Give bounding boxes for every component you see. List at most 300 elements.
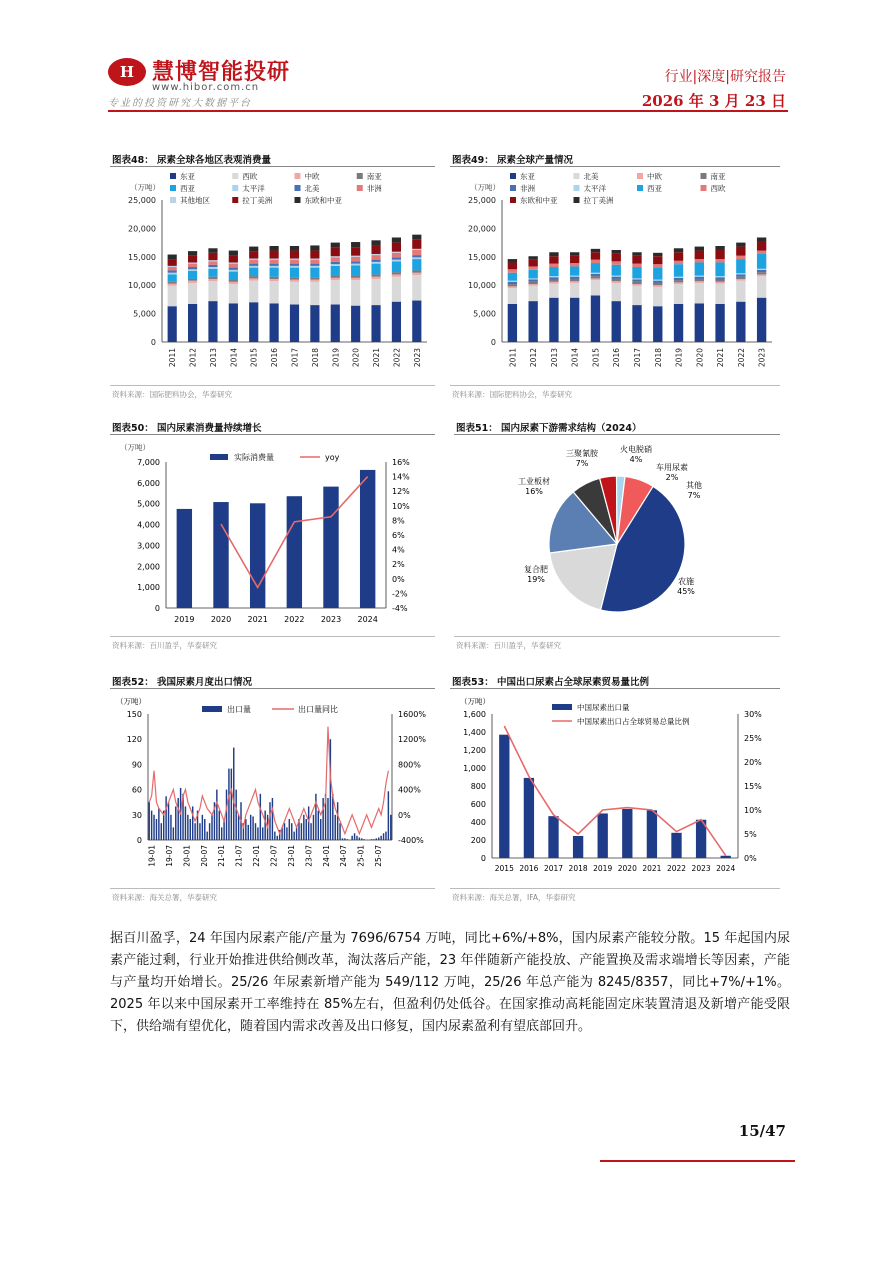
bar-segment [310,280,319,282]
y-tick-label: 6,000 [137,478,160,488]
legend-label: 实际消费量 [234,453,274,462]
bar-segment [528,301,537,342]
bar-segment [508,286,517,288]
bar-segment [270,264,279,266]
bar [153,815,154,840]
legend-label: yoy [325,453,340,462]
bar [175,806,176,840]
bar [156,819,157,840]
figure-52-source: 资料来源：海关总署，华泰研究 [112,893,217,902]
y2-tick-label: 10% [744,806,762,815]
bar-segment [695,303,704,342]
bar-segment [310,266,319,268]
legend-label: 西亚 [180,184,195,193]
bar-segment [168,266,177,267]
bar-segment [290,246,299,251]
bar [308,806,309,840]
bar-segment [736,302,745,342]
bar-segment [229,255,238,262]
figure-50-source: 资料来源：百川盈孚，华泰研究 [112,641,217,650]
y-tick-label: 1,200 [463,746,486,755]
bar [360,470,375,608]
bar-segment [736,273,745,274]
bar-segment [612,301,621,342]
x-tick-label: 2014 [570,348,580,368]
bar-segment [736,274,745,276]
bar-segment [392,253,401,258]
bar [378,837,379,840]
bar [671,833,681,858]
x-tick-label: 21-01 [217,845,227,867]
x-tick-label: 21-07 [234,845,244,867]
bar-segment [674,280,683,282]
bar [187,815,188,840]
bar-segment [549,280,558,282]
y-tick-label: 0 [480,854,486,863]
bar [354,833,355,840]
bar-segment [632,305,641,342]
bar-segment [208,265,217,267]
brand-url[interactable]: www.hibor.com.cn [152,82,260,93]
bar-segment [392,277,401,302]
bar-segment [528,278,537,279]
brand-name: 慧博智能投研 [152,60,291,85]
bar [284,823,285,840]
bar-segment [715,276,724,277]
bar-segment [591,273,600,274]
bar-segment [331,256,340,257]
bar [313,815,314,840]
bar-segment [249,259,258,260]
bar-segment [528,266,537,269]
bar-segment [331,280,340,304]
y-tick-label: 600 [470,800,486,809]
bar-segment [612,250,621,253]
bar [192,806,193,840]
bar-segment [249,302,258,342]
bar-segment [715,304,724,342]
bar-segment [208,277,217,279]
page-number: 15/47 [738,1122,786,1140]
legend-swatch [701,185,707,191]
x-tick-label: 2016 [612,348,622,368]
bar-segment [736,279,745,281]
bar-segment [549,276,558,277]
bar-segment [612,281,621,283]
bar-segment [371,277,380,279]
y2-tick-label: 0% [392,574,405,584]
x-tick-label: 2015 [494,864,514,873]
y-tick-label: 400 [470,818,486,827]
y2-tick-label: 14% [392,472,410,482]
bar-segment [612,279,621,281]
x-tick-label: 2021 [716,348,726,368]
bar [361,838,362,840]
pie-label: 农施 [678,577,694,586]
legend-swatch [295,173,301,179]
y-tick-label: 800 [470,782,486,791]
y2-tick-label: 400% [398,785,421,795]
report-type: 行业|深度|研究报告 [664,69,786,85]
bar-segment [412,249,421,250]
figure-49-rule [450,166,780,167]
bar-segment [290,259,299,260]
legend-label: 西欧 [710,184,726,193]
y2-tick-label: 6% [392,531,405,540]
bar-segment [715,277,724,279]
bar [622,809,632,858]
bar [228,769,229,840]
bar-segment [591,295,600,342]
bar-segment [570,276,579,277]
y-tick-label: 15,000 [128,252,156,262]
bar-segment [549,264,558,267]
bar-segment [612,253,621,261]
legend-label: 出口量 [227,705,251,714]
bar-segment [290,251,299,259]
bar-segment [270,251,279,259]
body-paragraph: 据百川盈孚，24 年国内尿素产能/产量为 7696/6754 万吨，同比+6%/+8%，国内尿素产能较分散。15 年起国内尿素产能过剩，行业开始推进供给侧改革，淘汰落后产能，23 年伴随新产能投放、产能置换及需求端增长等因素，产能与产量均开始增长。25/26 年尿素新增产能为 549/112 万吨，25/26 年总产能为 8245/8357，同比+7%/+1%。2025 年以来中国尿素开工率维持在 85%左右，但盈利仍处低谷。在国家推动高耗能固定床装置清退及新增产能受限下，供给端有望优化，随着国内需求改善及出口修复，国内尿素盈利有望底部回升。 [110,931,790,1034]
pie-value: 19% [527,575,545,584]
x-tick-label: 22-07 [269,845,279,867]
bar [344,838,345,840]
legend-swatch [510,185,516,191]
figure-51-rule [454,434,780,435]
y-tick-label: 10,000 [468,281,496,291]
bar-segment [612,276,621,277]
bar [371,839,372,840]
bar [303,815,304,840]
x-tick-label: 2018 [310,348,320,368]
bar-segment [612,265,621,276]
bar-segment [612,283,621,301]
bar-segment [351,280,360,306]
pie-value: 7% [575,459,589,468]
bar-segment [290,268,299,278]
bar [310,823,311,840]
share-line [504,726,725,856]
bar-segment [715,283,724,303]
bar-segment [674,278,683,280]
bar-segment [392,243,401,252]
bar-segment [591,263,600,273]
bar [277,836,278,840]
bar-segment [674,284,683,304]
legend-swatch [357,173,363,179]
bar-segment [570,283,579,298]
bar-segment [290,264,299,266]
bar-segment [351,276,360,278]
bar-segment [188,256,197,263]
figure-49-title: 图表49： 尿素全球产量情况 [452,155,574,166]
x-tick-label: 25-07 [374,845,384,867]
bar [250,503,265,608]
bar [359,837,360,840]
bar [206,832,207,840]
bar-segment [371,264,380,275]
bar-segment [351,264,360,266]
bar-segment [549,282,558,284]
bar-segment [371,262,380,264]
bar-segment [508,273,517,281]
bar-segment [570,263,579,266]
legend-swatch [574,173,580,179]
bar-segment [757,272,766,274]
bar-segment [249,247,258,252]
x-tick-label: 2011 [508,348,518,368]
bar-segment [392,257,401,259]
pie-label: 其他 [686,481,702,490]
figure-53-title: 图表53： 中国出口尿素占全球尿素贸易量比例 [452,677,650,688]
bar-segment [757,254,766,269]
bar-segment [412,301,421,342]
bar [235,790,236,840]
y2-tick-label: 800% [398,760,421,770]
bar-segment [310,259,319,260]
bar-segment [168,273,177,275]
bar-segment [508,269,517,272]
bar-segment [695,279,704,281]
bar-segment [270,266,279,268]
chart-52 [110,692,435,884]
bar [356,836,357,840]
bar [165,796,166,840]
x-tick-label: 25-01 [356,845,366,867]
legend-swatch [170,173,176,179]
bar-segment [310,251,319,259]
x-tick-label: 23-07 [304,845,314,867]
bar-segment [331,257,340,262]
bar-segment [351,247,360,256]
bar-segment [188,267,197,269]
bar-segment [757,270,766,272]
bar-segment [528,286,537,301]
bar [262,827,263,840]
y-tick-label: 5,000 [473,309,496,319]
bar-segment [229,262,238,263]
legend-swatch [295,197,301,203]
x-tick-label: 2023 [320,615,342,624]
bar-segment [695,276,704,277]
bar-segment [371,279,380,305]
x-tick-label: 19-01 [147,845,157,867]
bar-segment [249,281,258,303]
bar-segment [695,262,704,275]
pie-label: 复合肥 [524,565,548,574]
bar-segment [653,268,662,280]
bar-segment [290,282,299,305]
y2-tick-label: 16% [392,458,410,467]
bar-segment [229,284,238,303]
x-tick-label: 24-01 [321,845,331,867]
bar-segment [549,277,558,279]
bar-segment [412,270,421,272]
legend-label: 中国尿素出口量 [577,703,630,712]
bar-segment [528,260,537,267]
legend-swatch [574,185,580,191]
bar [231,769,232,840]
legend-label: 东亚 [520,172,535,181]
bar-segment [653,287,662,306]
bar [301,823,302,840]
x-tick-label: 2019 [674,348,684,368]
bar-segment [249,264,258,266]
chart-51 [454,438,780,633]
bar-segment [208,261,217,264]
bar-segment [549,252,558,256]
bar-segment [188,262,197,263]
pie-label: 工业板材 [518,477,550,486]
bar-segment [229,251,238,256]
bar [211,815,212,840]
bar [194,823,195,840]
y-tick-label: 200 [470,836,486,845]
bar-segment [351,257,360,262]
bar [320,819,321,840]
bar-segment [331,264,340,266]
figure-53-rule [450,688,780,689]
bar [272,798,273,840]
y-tick-label: 5,000 [133,309,156,319]
bar [647,810,657,858]
unit-label: （万吨） [130,183,160,192]
bar-segment [351,278,360,280]
bar-segment [310,277,319,279]
bar-segment [674,277,683,278]
bar-segment [392,302,401,342]
legend-label: 出口量同比 [298,705,338,714]
bar-segment [310,245,319,250]
bar-segment [715,250,724,259]
bar [209,823,210,840]
x-tick-label: 2021 [247,615,268,624]
y2-tick-label: 15% [744,782,762,791]
bar-segment [168,255,177,260]
bar-segment [249,260,258,264]
bar-segment [695,259,704,262]
bar-segment [371,254,380,255]
bar [151,811,152,840]
pie-value: 7% [687,491,701,500]
bar-segment [528,256,537,259]
figure-52-title: 图表52： 我国尿素月度出口情况 [112,677,253,688]
bar [177,509,192,608]
bar-segment [188,269,197,271]
bar [287,496,302,608]
bar-segment [508,281,517,282]
x-tick-label: 2012 [529,348,539,368]
x-tick-label: 2011 [168,348,178,368]
bar-segment [632,278,641,279]
bar-segment [290,305,299,342]
x-tick-label: 20-01 [182,845,192,867]
bar-segment [508,259,517,262]
bar [598,813,608,858]
bar-segment [208,260,217,261]
bar-segment [249,251,258,258]
footer-divider [600,1160,795,1162]
bar-segment [371,240,380,245]
bar-segment [570,266,579,275]
bar [385,832,386,840]
bar-segment [508,288,517,304]
bar-segment [331,305,340,342]
y2-tick-label: 30% [744,710,762,719]
x-tick-label: 2017 [290,348,300,368]
bar [252,816,253,840]
bar-segment [695,247,704,251]
x-tick-label: 2022 [736,348,746,368]
bar [250,815,251,840]
legend-swatch [552,704,572,710]
brand-logo-icon: H [108,58,146,86]
bar-segment [757,241,766,250]
bar-segment [591,252,600,259]
y-tick-label: 5,000 [137,499,160,509]
bar-segment [249,276,258,278]
bar [291,823,292,840]
bar [376,838,377,840]
bar-segment [570,281,579,283]
y2-tick-label: 1600% [398,710,426,719]
y-tick-label: 1,000 [463,764,486,773]
bar-segment [331,278,340,280]
pie-value: 4% [629,455,643,464]
chart-50 [110,438,435,633]
legend-swatch [210,454,228,460]
bar-segment [229,268,238,270]
x-tick-label: 2015 [591,348,601,368]
legend-label: 西欧 [242,172,258,181]
figure-51-source: 资料来源：百川盈孚，华泰研究 [456,641,561,650]
pie-value: 45% [677,587,695,596]
bar-segment [632,286,641,305]
legend-label: 中欧 [647,172,662,181]
y-tick-label: 0 [136,836,142,845]
bar-segment [168,283,177,285]
bar-segment [674,282,683,284]
y2-tick-label: 20% [744,758,762,767]
bar-segment [674,261,683,264]
legend-label: 北美 [304,184,320,193]
bar-segment [412,273,421,275]
bar-segment [570,279,579,281]
bar-segment [653,283,662,285]
bar [306,819,307,840]
legend-swatch [170,197,176,203]
legend-label: 西亚 [647,184,662,193]
figure-50-rule [110,434,435,435]
bar [327,798,328,840]
bar-segment [632,280,641,282]
legend-swatch [357,185,363,191]
bar-segment [591,280,600,295]
bar-segment [632,252,641,255]
bar [318,811,319,840]
x-tick-label: 2016 [270,348,280,368]
bar-segment [188,304,197,342]
bar-segment [208,301,217,342]
bar-segment [310,260,319,264]
pie-label: 火电脱硝 [620,445,652,454]
y2-tick-label: 0% [398,810,411,820]
y2-tick-label: -4% [392,604,408,613]
bar-segment [351,306,360,342]
y-tick-label: 25,000 [468,196,496,205]
x-tick-label: 22-01 [252,845,262,867]
bar-segment [270,246,279,251]
bar-segment [412,235,421,240]
